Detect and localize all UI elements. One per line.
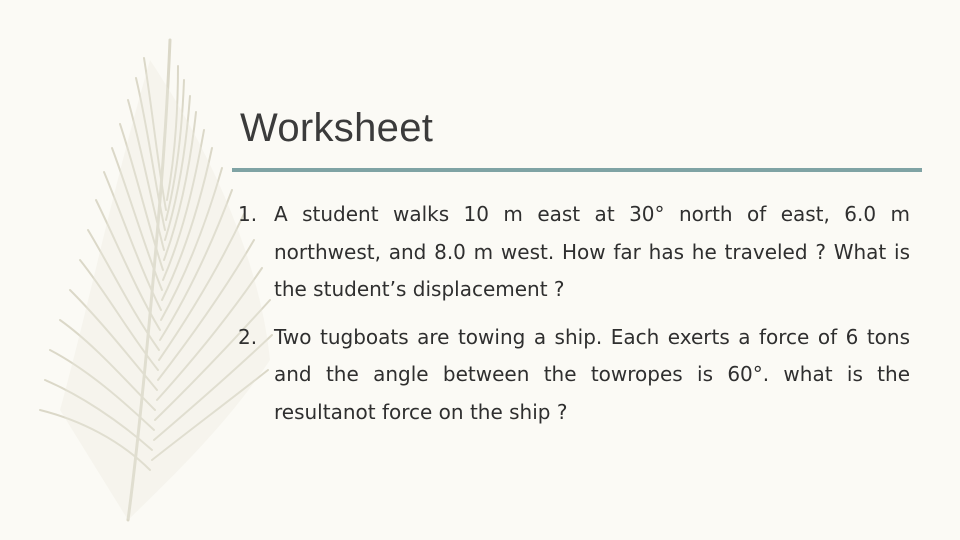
- question-item: [238, 196, 910, 309]
- question-number: 1.: [238, 202, 258, 226]
- question-item: [238, 319, 910, 432]
- question-list: [238, 196, 910, 441]
- question-number: 2.: [238, 324, 258, 349]
- slide-title: Worksheet: [240, 106, 434, 150]
- title-underline: [232, 168, 922, 172]
- question-text: A student walks 10 m east at 30° north of east, 6.0 m northwest, and 8.0 m west. How far has he traveled ? What is the student’s displacement ?: [274, 202, 910, 301]
- question-text: Two tugboats are towing a ship. Each exerts a force of 6 tons and the angle between the towropes is 60°. what is the resultanot force on the ship ?: [274, 324, 910, 424]
